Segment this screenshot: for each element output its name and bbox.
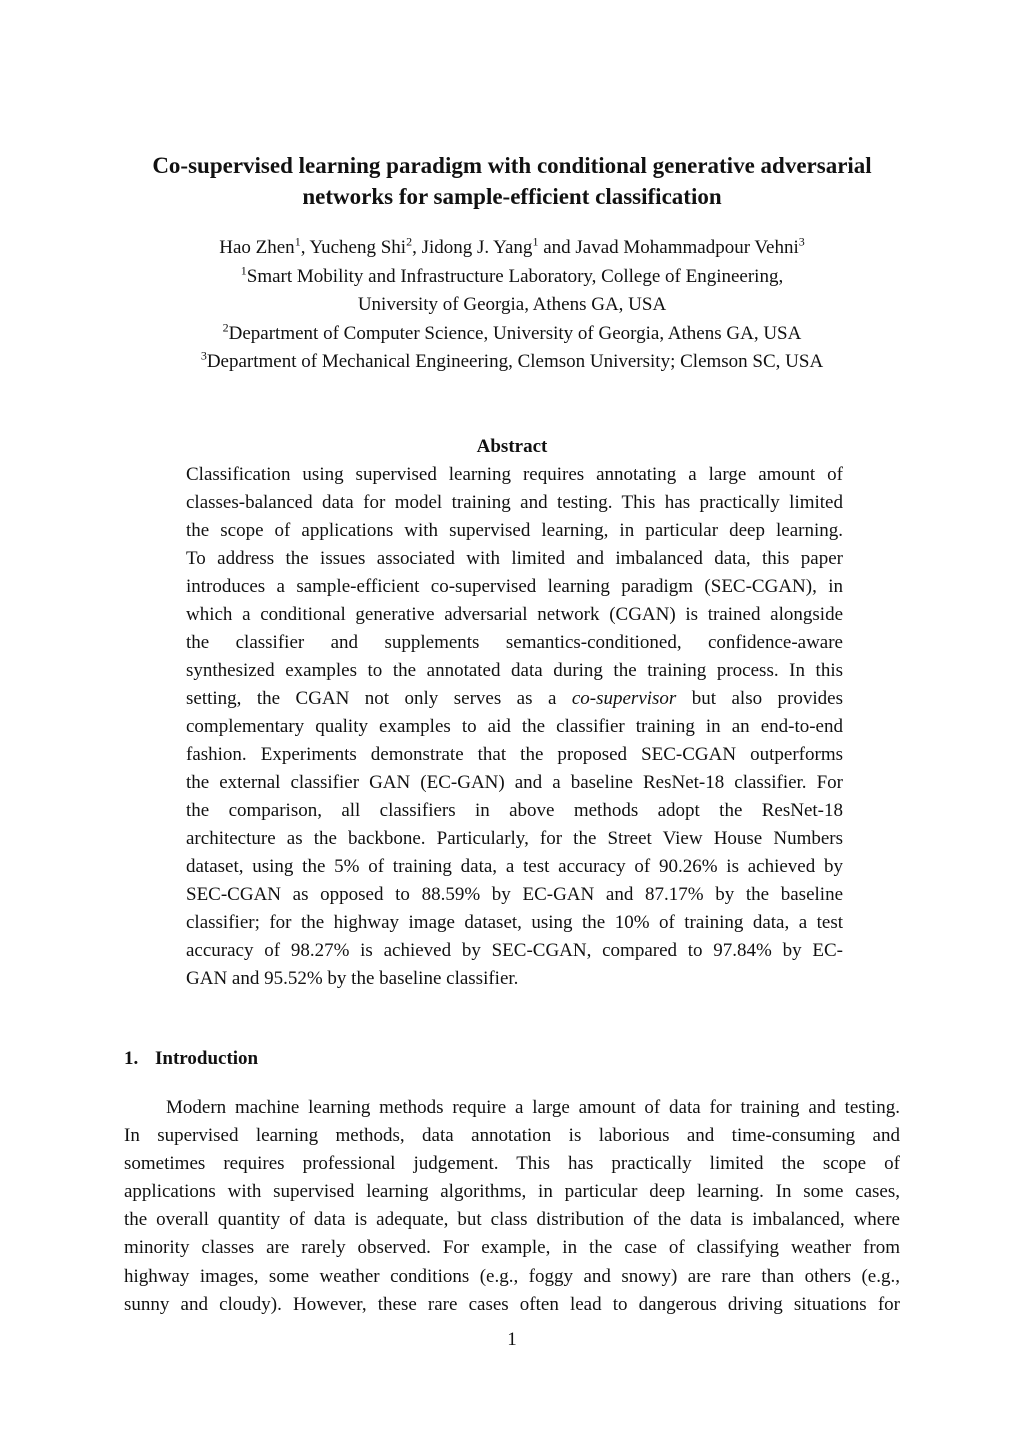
paragraph-line: the overall quantity of data is adequate, but class distribution of the data is imbalanced, where	[124, 1209, 900, 1231]
abstract-line	[186, 685, 843, 713]
author-affiliation-mark: 3	[798, 234, 805, 249]
abstract-line: classifier; for the highway image dataset, using the 10% of training data, a test	[186, 912, 843, 933]
abstract-line: architecture as the backbone. Particularly, for the Street View House Numbers	[186, 828, 843, 849]
author-separator: and	[538, 237, 576, 258]
author-name: Javad Mohammadpour Vehni	[575, 237, 799, 258]
author-affiliation-mark: 2	[406, 234, 413, 249]
section-heading-introduction	[124, 1045, 258, 1073]
abstract-line: classes-balanced data for model training and testing. This has practically limited	[186, 492, 843, 513]
author-name: Yucheng Shi	[309, 237, 407, 258]
abstract-line: the external classifier GAN (EC-GAN) and a baseline ResNet-18 classifier. For	[186, 772, 843, 793]
author-affiliation-mark: 1	[532, 234, 539, 249]
affiliation-2	[100, 320, 924, 349]
abstract-line: the scope of applications with supervised learning, in particular deep learning.	[186, 520, 843, 541]
abstract-line: the classifier and supplements semantics-conditioned, confidence-aware	[186, 632, 843, 653]
author-affiliation-mark: 1	[294, 234, 301, 249]
affiliation-text: Department of Computer Science, University of Georgia, Athens GA, USA	[228, 322, 802, 344]
paragraph-line: In supervised learning methods, data annotation is laborious and time-consuming and	[124, 1125, 900, 1147]
affiliation-text: Smart Mobility and Infrastructure Laboratory, College of Engineering,	[246, 265, 784, 287]
abstract-body	[186, 461, 843, 993]
paragraph-line: minority classes are rarely observed. For example, in the case of classifying weather from	[124, 1237, 900, 1259]
abstract-line: synthesized examples to the annotated data during the training process. In this	[186, 660, 843, 681]
author-list	[100, 234, 924, 263]
abstract-line: dataset, using the 5% of training data, a test accuracy of 90.26% is achieved by	[186, 856, 843, 877]
author-name: Jidong J. Yang	[421, 237, 533, 258]
affiliation-text: Department of Mechanical Engineering, Clemson University; Clemson SC, USA	[206, 351, 824, 372]
paragraph-line: sunny and cloudy). However, these rare cases often lead to dangerous driving situations for	[124, 1293, 900, 1315]
abstract-heading: Abstract	[476, 436, 548, 457]
abstract-line: fashion. Experiments demonstrate that the proposed SEC-CGAN outperforms	[186, 744, 843, 765]
section-title: Introduction	[155, 1048, 259, 1069]
title-line-1: Co-supervised learning paradigm with conditional generative adversarial	[152, 153, 872, 178]
page-number: 1	[507, 1329, 517, 1350]
abstract-line: which a conditional generative adversarial network (CGAN) is trained alongside	[186, 604, 843, 625]
section-number: 1.	[124, 1048, 139, 1069]
abstract-line: Classification using supervised learning requires annotating a large amount of	[186, 464, 843, 485]
abstract-line: complementary quality examples to aid the classifier training in an end-to-end	[186, 716, 843, 737]
abstract-text: setting, the CGAN not only serves as a	[186, 688, 572, 709]
title-line-2: networks for sample-efficient classification	[302, 184, 722, 209]
abstract-line: SEC-CGAN as opposed to 88.59% by EC-GAN and 87.17% by the baseline	[186, 884, 843, 905]
paragraph-line: applications with supervised learning algorithms, in particular deep learning. In some cases,	[124, 1181, 900, 1203]
author-separator: ,	[412, 237, 422, 258]
paper-title	[100, 150, 924, 212]
author-name: Hao Zhen	[219, 237, 295, 258]
author-block	[100, 234, 924, 377]
paragraph-line: Modern machine learning methods require a large amount of data for training and testing.	[166, 1097, 900, 1118]
author-separator: ,	[300, 237, 310, 258]
abstract-line: GAN and 95.52% by the baseline classifier.	[186, 968, 519, 989]
abstract-line: introduces a sample-efficient co-supervised learning paradigm (SEC-CGAN), in	[186, 576, 843, 597]
paragraph-line: highway images, some weather conditions (e.g., foggy and snowy) are rare than others (e.g.,	[124, 1265, 900, 1287]
paragraph-line: sometimes requires professional judgement. This has practically limited the scope of	[124, 1153, 900, 1175]
affiliation-3	[100, 348, 924, 377]
abstract-italic-term: co-supervisor	[571, 688, 677, 709]
affiliation-number: 2	[222, 320, 229, 335]
abstract-line: the comparison, all classifiers in above methods adopt the ResNet-18	[186, 800, 843, 821]
affiliation-number: 3	[200, 348, 207, 363]
introduction-body	[124, 1094, 900, 1319]
affiliation-1-line-1	[100, 263, 924, 292]
abstract-text: but also provides	[676, 688, 843, 709]
abstract-line: accuracy of 98.27% is achieved by SEC-CGAN, compared to 97.84% by EC-	[186, 940, 843, 961]
abstract-line: To address the issues associated with limited and imbalanced data, this paper	[186, 548, 843, 569]
affiliation-number: 1	[240, 263, 247, 278]
affiliation-1-line-2: University of Georgia, Athens GA, USA	[357, 294, 667, 315]
